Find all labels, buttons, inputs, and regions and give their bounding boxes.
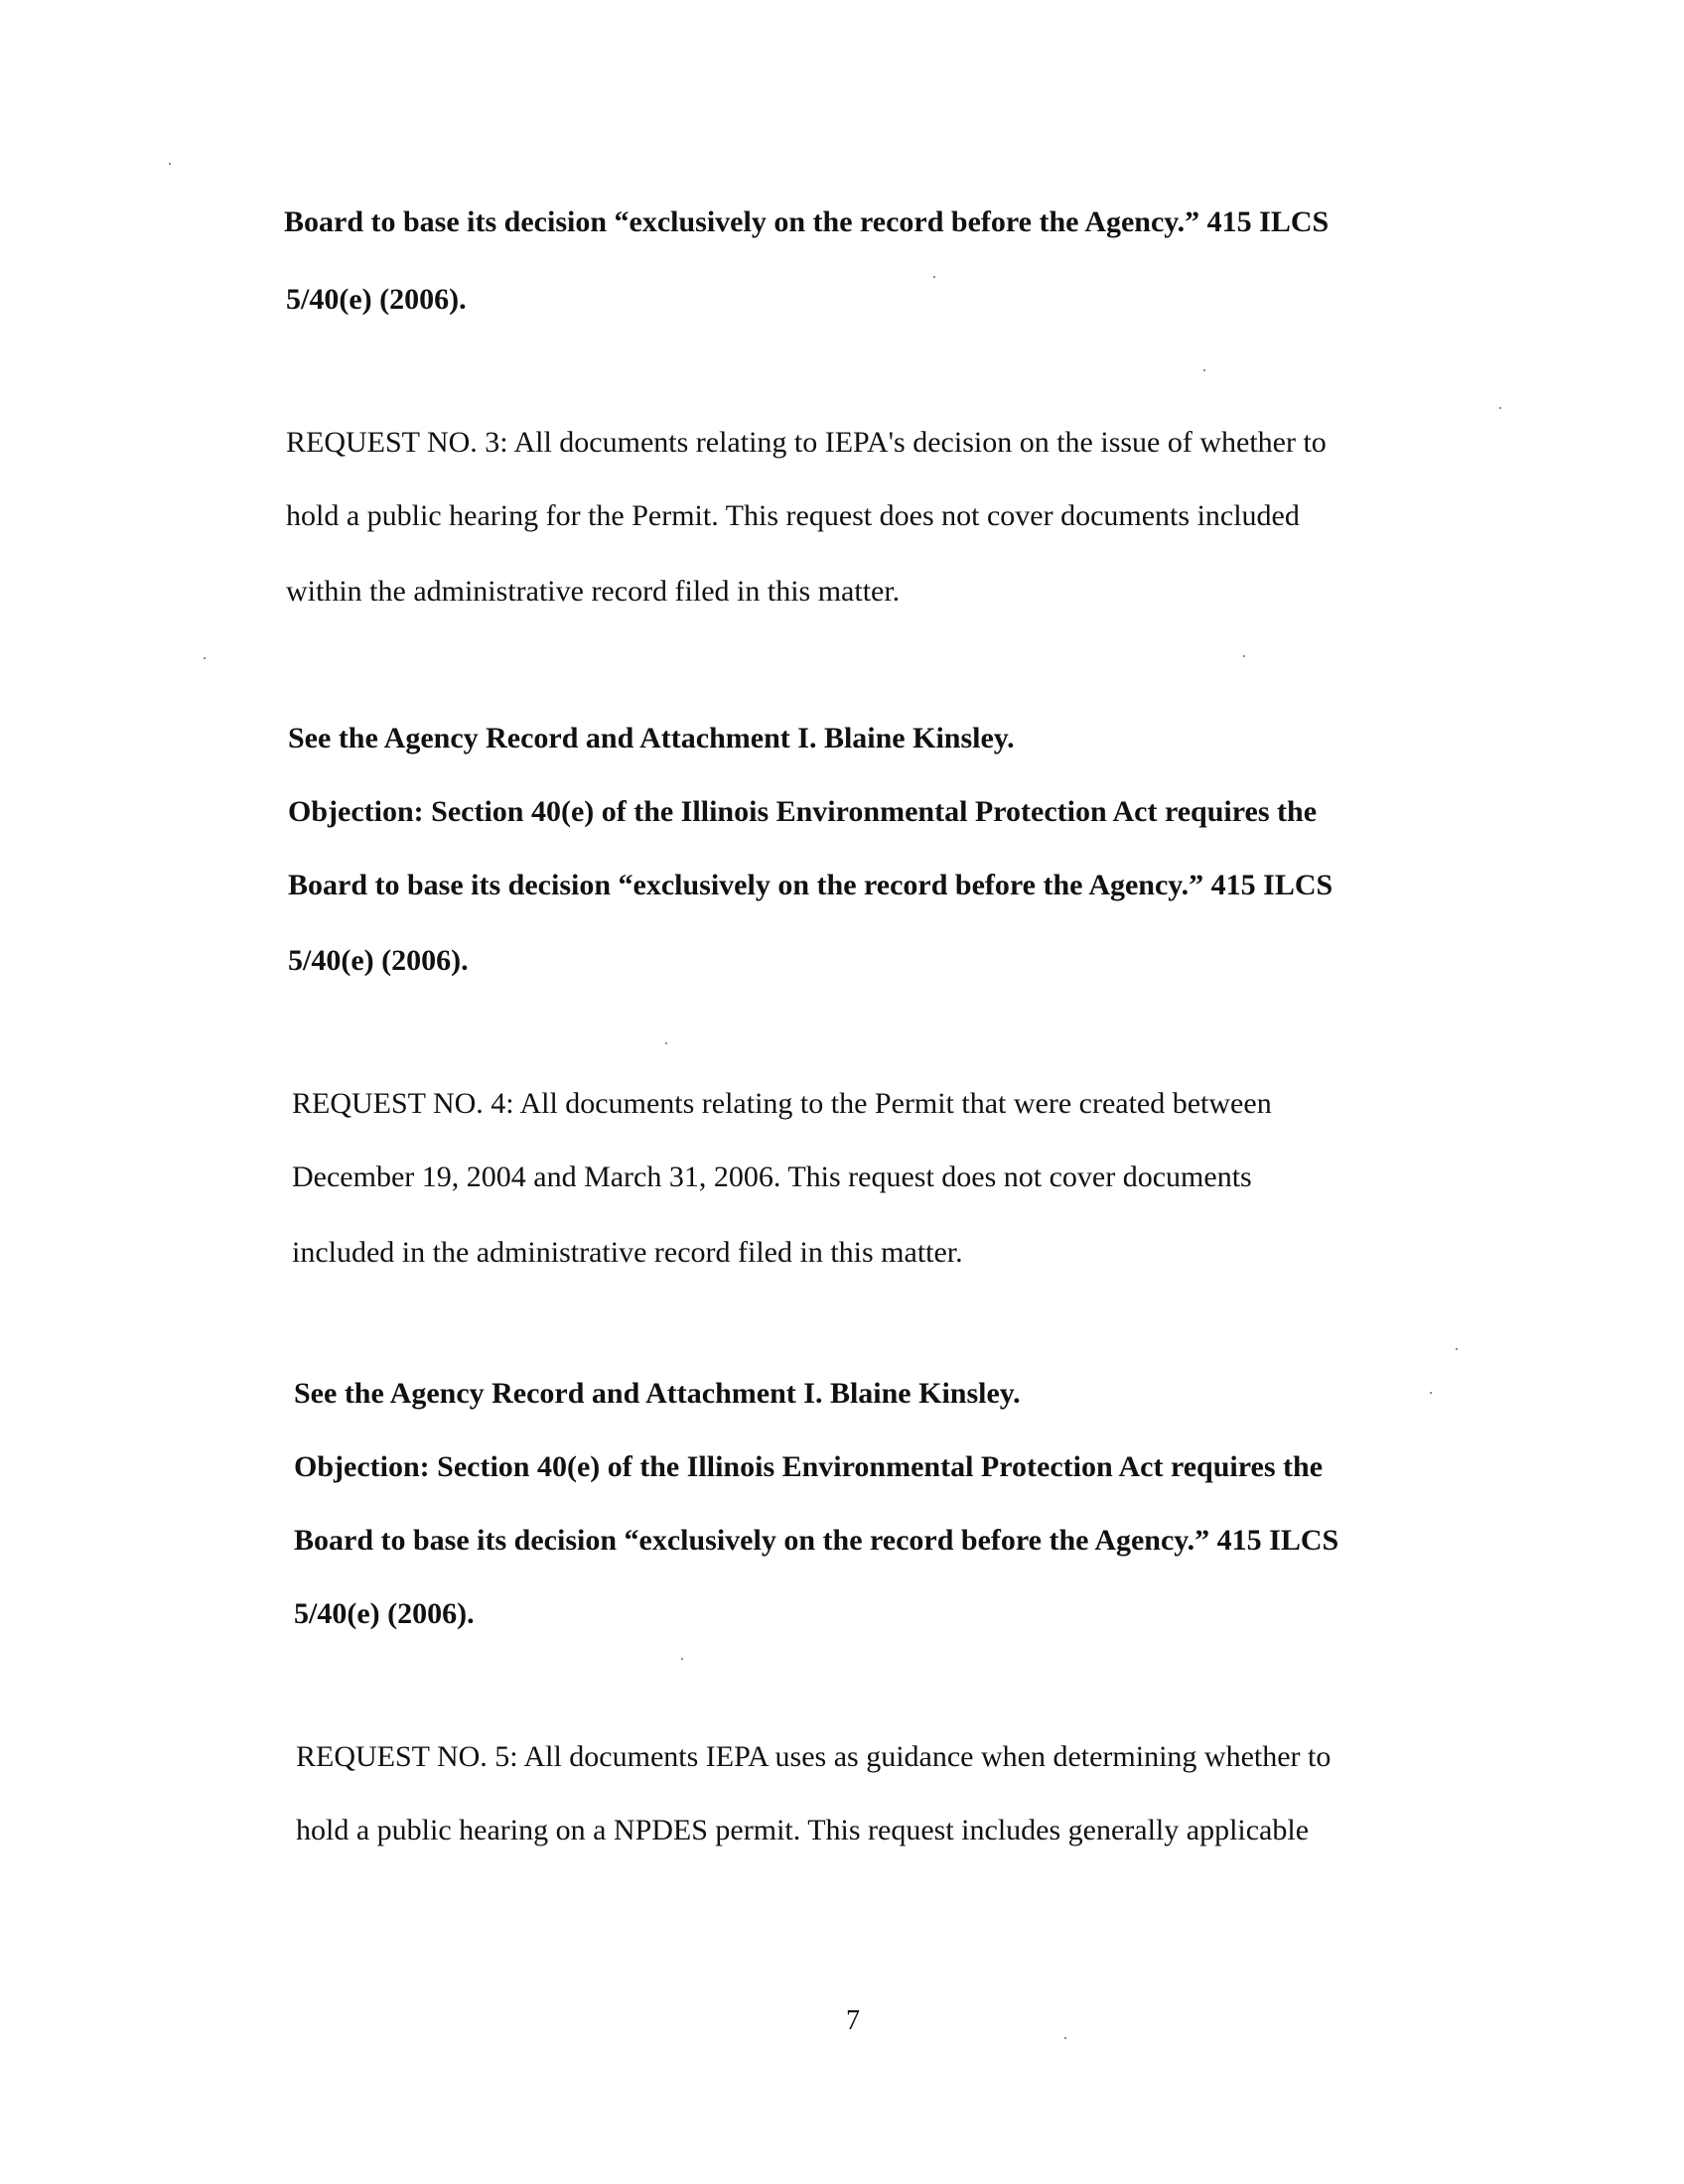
- objection-3-line-2: Board to base its decision “exclusively on the record before the Agency.” 415 ILCS: [288, 869, 1333, 901]
- scan-speck: [1456, 1348, 1458, 1350]
- response-4-line: See the Agency Record and Attachment I. Blaine Kinsley.: [294, 1377, 1021, 1410]
- request-5-line-2: hold a public hearing on a NPDES permit. This request includes generally applicable: [296, 1814, 1310, 1846]
- objection-4-line-2: Board to base its decision “exclusively on the record before the Agency.” 415 ILCS: [294, 1524, 1339, 1557]
- request-3-line-3: within the administrative record filed in this matter.: [286, 575, 901, 608]
- objection-3-line-1: Objection: Section 40(e) of the Illinois Environmental Protection Act requires the: [288, 795, 1318, 828]
- scan-speck: [665, 1042, 667, 1044]
- scan-speck: [1430, 1392, 1432, 1394]
- objection-3-line-3: 5/40(e) (2006).: [288, 944, 469, 977]
- objection-continuation-line-1: Board to base its decision “exclusively on the record before the Agency.” 415 ILCS: [284, 205, 1330, 238]
- scan-speck: [1499, 407, 1501, 409]
- scan-speck: [933, 276, 935, 278]
- objection-citation-line-1: 5/40(e) (2006).: [286, 283, 467, 316]
- scan-speck: [204, 657, 206, 659]
- scan-speck: [1064, 2037, 1066, 2039]
- request-4-line-2: December 19, 2004 and March 31, 2006. This request does not cover documents: [292, 1160, 1252, 1193]
- request-4-line-3: included in the administrative record filed in this matter.: [292, 1236, 963, 1269]
- scan-speck: [169, 163, 171, 165]
- response-3-line: See the Agency Record and Attachment I. Blaine Kinsley.: [288, 722, 1015, 754]
- page-number: 7: [846, 2005, 860, 2036]
- request-3-line-1: REQUEST NO. 3: All documents relating to IEPA's decision on the issue of whether to: [286, 426, 1327, 459]
- request-5-line-1: REQUEST NO. 5: All documents IEPA uses as guidance when determining whether to: [296, 1740, 1332, 1773]
- scan-speck: [1243, 655, 1245, 657]
- scan-speck: [681, 1658, 683, 1660]
- request-3-line-2: hold a public hearing for the Permit. This request does not cover documents included: [286, 499, 1300, 532]
- objection-4-line-3: 5/40(e) (2006).: [294, 1597, 475, 1630]
- request-4-line-1: REQUEST NO. 4: All documents relating to the Permit that were created between: [292, 1087, 1272, 1120]
- objection-4-line-1: Objection: Section 40(e) of the Illinois Environmental Protection Act requires the: [294, 1450, 1324, 1483]
- scan-speck: [1203, 369, 1205, 371]
